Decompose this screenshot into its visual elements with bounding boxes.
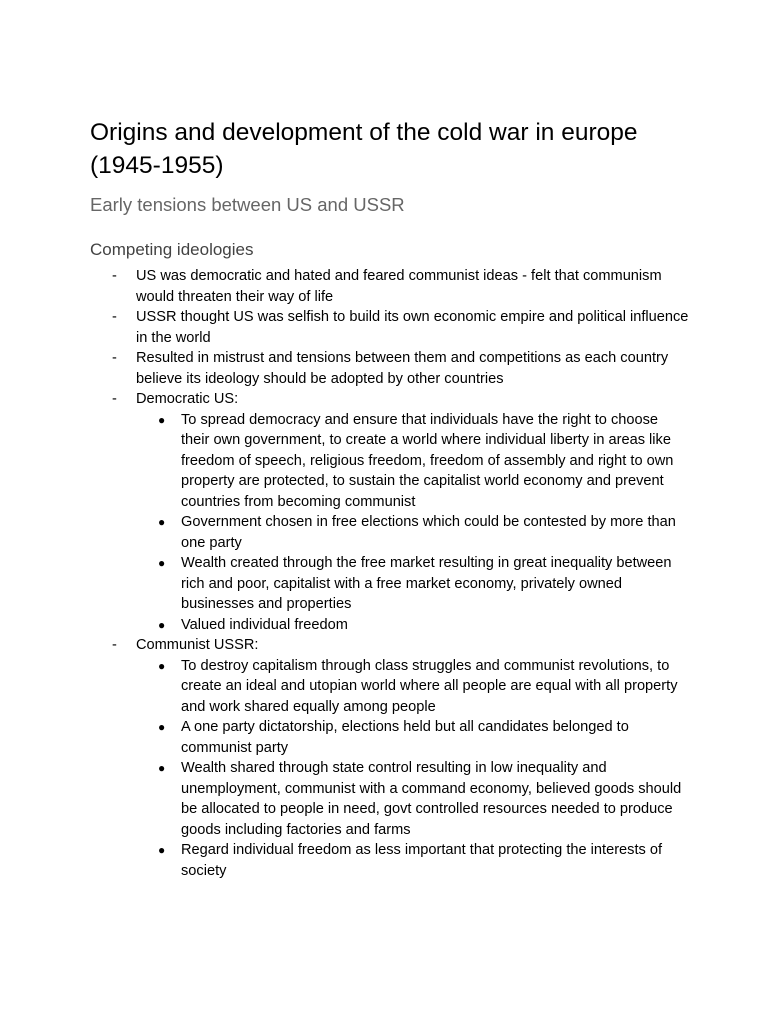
sub-list-item-text: Wealth created through the free market resulting in great inequality between rich and poor, capitalist with a free market economy, privately owned businesses and properties <box>181 555 672 612</box>
document-page <box>90 116 690 881</box>
sub-list-item-text: To destroy capitalism through class struggles and communist revolutions, to create an ideal and utopian world where all people are equal with all property and work shared equally among people <box>181 657 678 715</box>
sub-list-item-text: Regard individual freedom as less important that protecting the interests of society <box>181 842 663 879</box>
sub-list-item <box>136 615 690 636</box>
list-item <box>90 635 690 881</box>
sub-list-item <box>136 758 690 840</box>
bullet-marker: ● <box>158 412 166 427</box>
list-item-text: Communist USSR: <box>136 637 259 653</box>
sub-list-item-text: Government chosen in free elections which could be contested by more than one party <box>181 514 676 551</box>
bullet-list <box>136 410 690 636</box>
bullet-list <box>136 656 690 882</box>
list-item-text: Resulted in mistrust and tensions between them and competitions as each country believe its ideology should be adopted by other countries <box>136 350 669 387</box>
bullet-marker: ● <box>158 658 166 673</box>
list-item <box>90 348 690 389</box>
sub-list-item <box>136 656 690 718</box>
sub-list-item <box>136 717 690 758</box>
list-item <box>90 266 690 307</box>
bullet-marker: ● <box>158 556 166 570</box>
bullet-marker: ● <box>158 617 166 632</box>
bullet-marker: ● <box>158 843 166 857</box>
dash-marker: - <box>112 268 117 284</box>
document-title: Origins and development of the cold war in europe (1945-1955) <box>90 119 638 179</box>
sub-list-item <box>136 512 690 553</box>
dash-marker: - <box>112 309 117 325</box>
section-heading: Competing ideologies <box>90 240 254 259</box>
dash-marker: - <box>112 637 117 653</box>
document-subtitle: Early tensions between US and USSR <box>90 194 405 215</box>
sub-list-item-text: Valued individual freedom <box>181 616 348 633</box>
list-item <box>90 389 690 635</box>
dash-marker: - <box>112 391 117 407</box>
sub-list-item-text: A one party dictatorship, elections held but all candidates belonged to communist party <box>181 719 629 756</box>
list-item <box>90 307 690 348</box>
bullet-marker: ● <box>158 720 166 734</box>
bullet-marker: ● <box>158 515 166 529</box>
sub-list-item-text: Wealth shared through state control resulting in low inequality and unemployment, communist with a command economy, believed goods should be allocated to people in need, govt controlled resources needed to produce goods including factories and farms <box>181 760 682 838</box>
list-item-text: Democratic US: <box>136 391 239 407</box>
bullet-marker: ● <box>158 761 166 775</box>
list-item-text: US was democratic and hated and feared communist ideas - felt that communism would threaten their way of life <box>136 268 662 305</box>
sub-list-item <box>136 553 690 615</box>
sub-list-item <box>136 410 690 513</box>
sub-list-item-text: To spread democracy and ensure that individuals have the right to choose their own government, to create a world where individual liberty in areas like freedom of speech, religious freedom, freedom of assembly and right to own property are protected, to sustain the capitalist world economy and prevent countries from becoming communist <box>181 411 674 510</box>
sub-list-item <box>136 840 690 881</box>
dash-marker: - <box>112 350 117 366</box>
list-item-text: USSR thought US was selfish to build its own economic empire and political influence in the world <box>136 309 689 346</box>
dash-list <box>90 266 690 881</box>
